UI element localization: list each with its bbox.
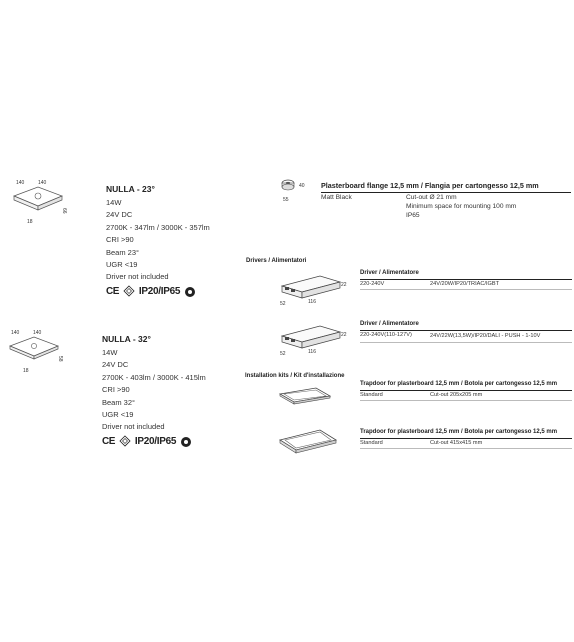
- flange-block: [321, 181, 571, 221]
- driver2-output: 24V/22W(13,5W)/IP20/DALI - PUSH - 1-10V: [430, 333, 541, 339]
- driver1-input: 220-240V: [360, 281, 385, 287]
- kit1-type: Standard: [360, 392, 383, 398]
- kit2-type: Standard: [360, 440, 383, 446]
- product1-drawing: [10, 178, 70, 228]
- product1-dim-a: 140: [16, 180, 25, 186]
- product2-dim-h: 58: [57, 356, 63, 362]
- spec-power: 14W: [106, 198, 122, 207]
- flange-title: Plasterboard flange 12,5 mm / Flangia per cartongesso 12,5 mm: [321, 181, 539, 190]
- spec-beam: Beam 32°: [102, 397, 136, 407]
- product2-dim-a: 140: [11, 330, 20, 336]
- driver1-dim-h: 22: [341, 282, 347, 288]
- class-iii-icon: [120, 436, 130, 448]
- driver2-title: Driver / Alimentatore: [360, 321, 419, 327]
- driver2-dim-l: 116: [308, 349, 316, 355]
- table-row: [360, 391, 572, 401]
- driver2-input: 220-240V(110-127V): [360, 332, 412, 338]
- class-iii-icon: [124, 286, 134, 298]
- table-row: [360, 439, 572, 449]
- product1-specs: [106, 197, 210, 284]
- spec-voltage: 24V DC: [106, 210, 133, 220]
- ip-rating: IP20/IP65: [138, 286, 181, 298]
- spec-voltage: 24V DC: [102, 360, 129, 370]
- flange-ip: IP65: [406, 212, 420, 220]
- led-icon: [185, 287, 195, 297]
- flange-finish: Matt Black: [321, 194, 352, 201]
- kit1-table: [360, 390, 572, 401]
- spec-lumen: 2700K - 347lm / 3000K - 357lm: [106, 222, 210, 232]
- spec-driver: Driver not included: [106, 272, 169, 282]
- product1-dim-b: 140: [38, 180, 47, 186]
- driver1-dim-l: 116: [308, 299, 316, 305]
- kit1-drawing: [276, 384, 336, 408]
- drivers-label: Drivers / Alimentatori: [246, 258, 307, 264]
- driver1-dim-w: 52: [280, 301, 286, 307]
- spec-power: 14W: [102, 348, 118, 357]
- kits-label: Installation kits / Kit d'installazione: [245, 373, 345, 379]
- driver1-table: [360, 279, 572, 290]
- kit2-title: Trapdoor for plasterboard 12,5 mm / Botola per cartongesso 12,5 mm: [360, 429, 558, 435]
- driver2-dim-h: 22: [341, 332, 347, 338]
- product1-dim-h: 66: [61, 208, 67, 214]
- spec-ugr: UGR <19: [106, 260, 138, 270]
- flange-cutout: Cut-out Ø 21 mm: [406, 194, 457, 201]
- ce-mark: CE: [106, 286, 119, 298]
- led-icon: [181, 437, 191, 447]
- spec-cri: CRI >90: [106, 235, 134, 245]
- kit1-title: Trapdoor for plasterboard 12,5 mm / Botola per cartongesso 12,5 mm: [360, 381, 558, 387]
- driver1-title: Driver / Alimentatore: [360, 270, 419, 276]
- driver1-drawing: [278, 272, 348, 308]
- spec-lumen: 2700K - 403lm / 3000K - 415lm: [102, 372, 206, 382]
- product2-drawing: [6, 328, 66, 378]
- kit2-drawing: [276, 426, 340, 456]
- product2-block: [102, 334, 206, 448]
- product2-specs: [102, 347, 206, 434]
- product1-title: NULLA - 23°: [106, 184, 155, 194]
- table-row: [360, 331, 572, 343]
- driver2-drawing: [278, 322, 348, 358]
- ce-mark: CE: [102, 436, 115, 448]
- product2-dim-b: 140: [33, 330, 42, 336]
- product1-dim-d: 18: [27, 219, 33, 225]
- driver2-table: [360, 330, 572, 343]
- flange-dim-w: 55: [283, 197, 289, 203]
- product2-dim-d: 18: [23, 368, 29, 374]
- product1-certs: [106, 286, 210, 298]
- flange-dim-h: 40: [299, 183, 305, 189]
- product1-block: [106, 184, 210, 298]
- kit2-cutout: Cut-out 415x415 mm: [430, 440, 483, 446]
- flange-drawing: [279, 176, 309, 204]
- ip-rating: IP20/IP65: [134, 436, 177, 448]
- kit1-cutout: Cut-out 205x205 mm: [430, 392, 483, 398]
- spec-driver: Driver not included: [102, 422, 165, 432]
- flange-details: [406, 193, 516, 221]
- product2-certs: [102, 436, 206, 448]
- kit2-table: [360, 438, 572, 449]
- spec-ugr: UGR <19: [102, 410, 134, 420]
- driver2-dim-w: 52: [280, 351, 286, 357]
- table-row: [360, 280, 572, 290]
- product2-title: NULLA - 32°: [102, 334, 151, 344]
- flange-row: [321, 193, 571, 221]
- spec-cri: CRI >90: [102, 385, 130, 395]
- flange-space: Minimum space for mounting 100 mm: [406, 203, 517, 211]
- spec-beam: Beam 23°: [106, 247, 140, 257]
- driver1-output: 24V/20W/IP20/TRIAC/IGBT: [430, 281, 500, 287]
